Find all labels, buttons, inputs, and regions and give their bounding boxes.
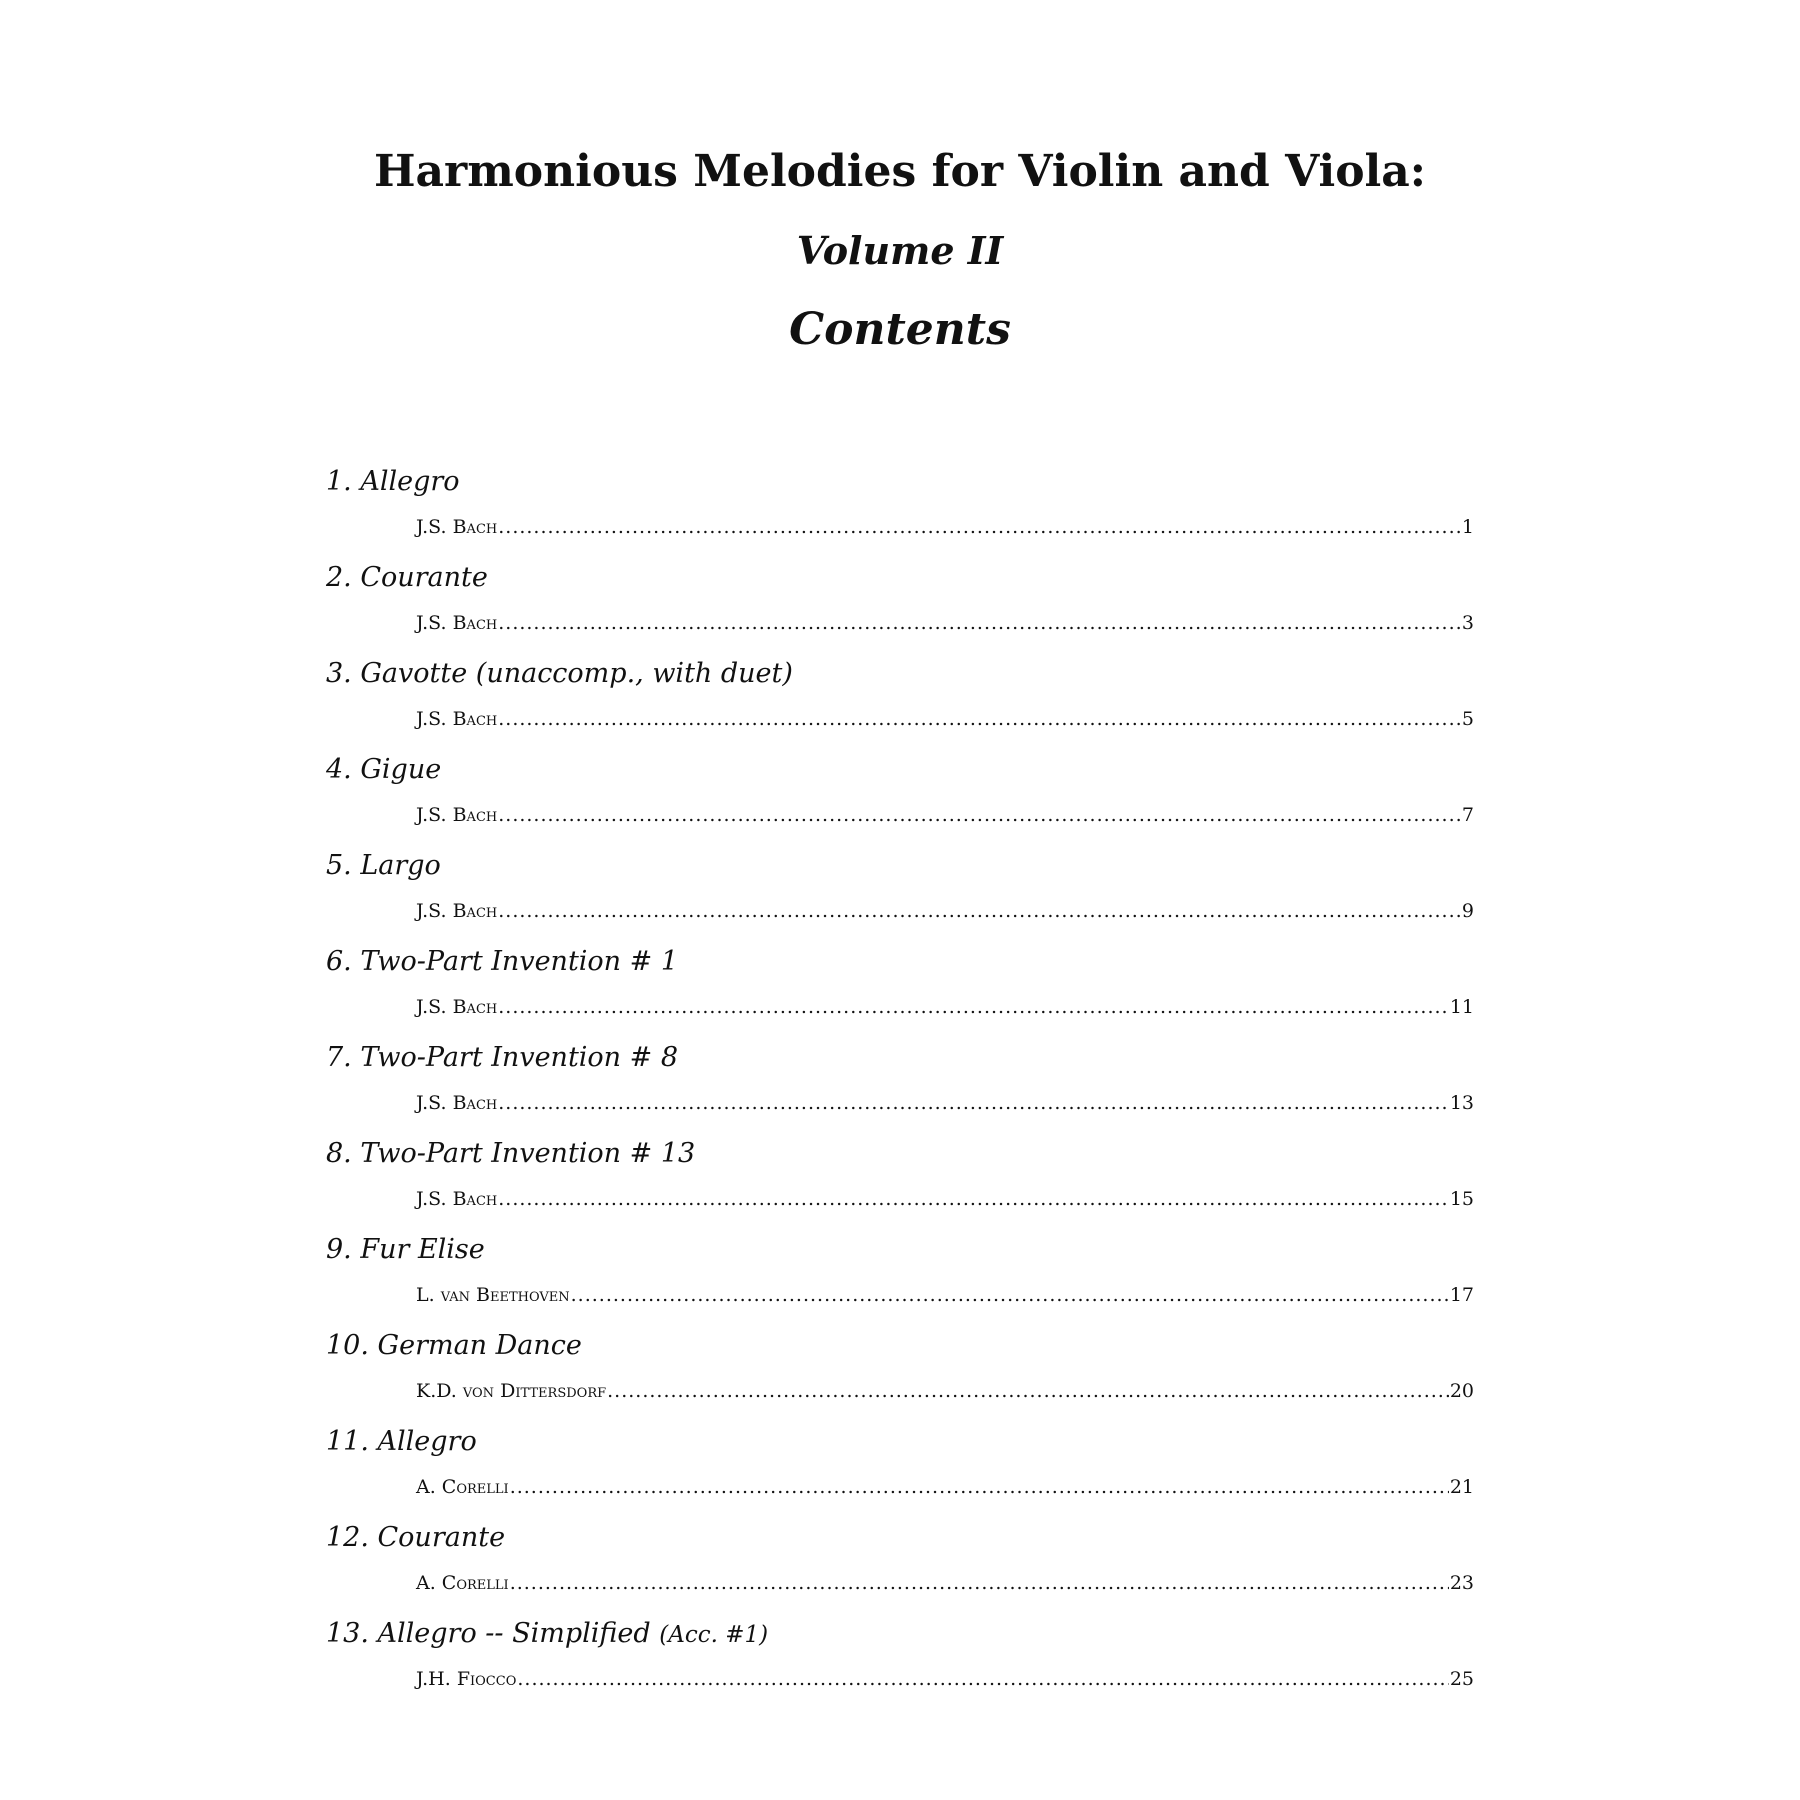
dot-leader [607,1380,1449,1402]
toc-entry[interactable] [326,850,1486,946]
toc-entry-composer: J.H. Fiocco [416,1668,517,1690]
toc-entry-line [416,708,1474,730]
toc-entry[interactable] [326,658,1486,754]
toc-entry-page: 9 [1461,900,1474,922]
toc-entry-line [416,612,1474,634]
table-of-contents [326,466,1486,1714]
toc-entry[interactable] [326,1426,1486,1522]
dot-leader [498,1188,1449,1210]
toc-entry-page: 11 [1449,996,1474,1018]
toc-entry-line [416,1188,1474,1210]
toc-entry-title: 6. Two-Part Invention # 1 [326,946,679,977]
document-title: Harmonious Melodies for Violin and Viola: [373,146,1427,197]
toc-entry[interactable] [326,466,1486,562]
dot-leader [498,612,1461,634]
toc-entry-composer: J.S. Bach [416,804,498,826]
toc-entry[interactable] [326,1138,1486,1234]
toc-entry-title: 5. Largo [326,850,441,881]
toc-entry[interactable] [326,562,1486,658]
dot-leader [510,1572,1449,1594]
dot-leader [498,708,1461,730]
toc-entry-composer: K.D. von Dittersdorf [416,1380,607,1402]
toc-entry-page: 23 [1449,1572,1474,1594]
toc-entry-composer: J.S. Bach [416,612,498,634]
toc-entry-title: 7. Two-Part Invention # 8 [326,1042,679,1073]
toc-entry-page: 3 [1461,612,1474,634]
dot-leader [510,1476,1449,1498]
toc-entry-note: (Acc. #1) [659,1622,769,1648]
toc-entry-composer: J.S. Bach [416,516,498,538]
toc-entry-composer: A. Corelli [416,1476,509,1498]
toc-entry-title: 8. Two-Part Invention # 13 [326,1138,696,1169]
dot-leader [498,804,1461,826]
toc-entry-line [416,804,1474,826]
toc-entry-line [416,1668,1474,1690]
toc-entry-composer: L. van Beethoven [416,1284,570,1306]
toc-entry[interactable] [326,1330,1486,1426]
toc-entry-title: 13. Allegro -- Simplified (Acc. #1) [326,1618,769,1649]
dot-leader [498,996,1449,1018]
toc-entry-line [416,900,1474,922]
toc-entry-line [416,1380,1474,1402]
toc-entry-title: 2. Courante [326,562,488,593]
toc-entry-page: 15 [1449,1188,1474,1210]
toc-entry[interactable] [326,1234,1486,1330]
toc-entry-page: 17 [1449,1284,1474,1306]
toc-entry-composer: J.S. Bach [416,1092,498,1114]
toc-entry-line [416,1572,1474,1594]
toc-entry-composer: J.S. Bach [416,708,498,730]
toc-entry-line [416,1476,1474,1498]
toc-entry[interactable] [326,946,1486,1042]
toc-entry-title: 4. Gigue [326,754,442,785]
dot-leader [498,1092,1449,1114]
contents-heading: Contents [789,304,1011,355]
toc-entry-title: 9. Fur Elise [326,1234,485,1265]
dot-leader [517,1668,1448,1690]
toc-entry-composer: J.S. Bach [416,1188,498,1210]
toc-entry[interactable] [326,754,1486,850]
toc-entry-page: 13 [1449,1092,1474,1114]
toc-entry-title: 12. Courante [326,1522,506,1553]
dot-leader [571,1284,1449,1306]
dot-leader [498,516,1461,538]
toc-entry-composer: A. Corelli [416,1572,509,1594]
toc-entry-page: 20 [1449,1380,1474,1402]
toc-entry-line [416,1284,1474,1306]
volume-subtitle: Volume II [796,228,1004,273]
toc-entry-title: 3. Gavotte (unaccomp., with duet) [326,658,793,689]
toc-entry-page: 25 [1449,1668,1474,1690]
toc-entry[interactable] [326,1042,1486,1138]
toc-entry-title: 10. German Dance [326,1330,582,1361]
toc-entry[interactable] [326,1618,1486,1714]
toc-entry-page: 7 [1461,804,1474,826]
toc-entry-page: 1 [1461,516,1474,538]
toc-entry-page: 21 [1449,1476,1474,1498]
toc-entry-line [416,1092,1474,1114]
toc-entry-composer: J.S. Bach [416,996,498,1018]
toc-entry[interactable] [326,1522,1486,1618]
toc-entry-composer: J.S. Bach [416,900,498,922]
toc-entry-line [416,516,1474,538]
toc-entry-title: 11. Allegro [326,1426,477,1457]
dot-leader [498,900,1461,922]
toc-entry-line [416,996,1474,1018]
toc-entry-title: 1. Allegro [326,466,460,497]
toc-entry-page: 5 [1461,708,1474,730]
